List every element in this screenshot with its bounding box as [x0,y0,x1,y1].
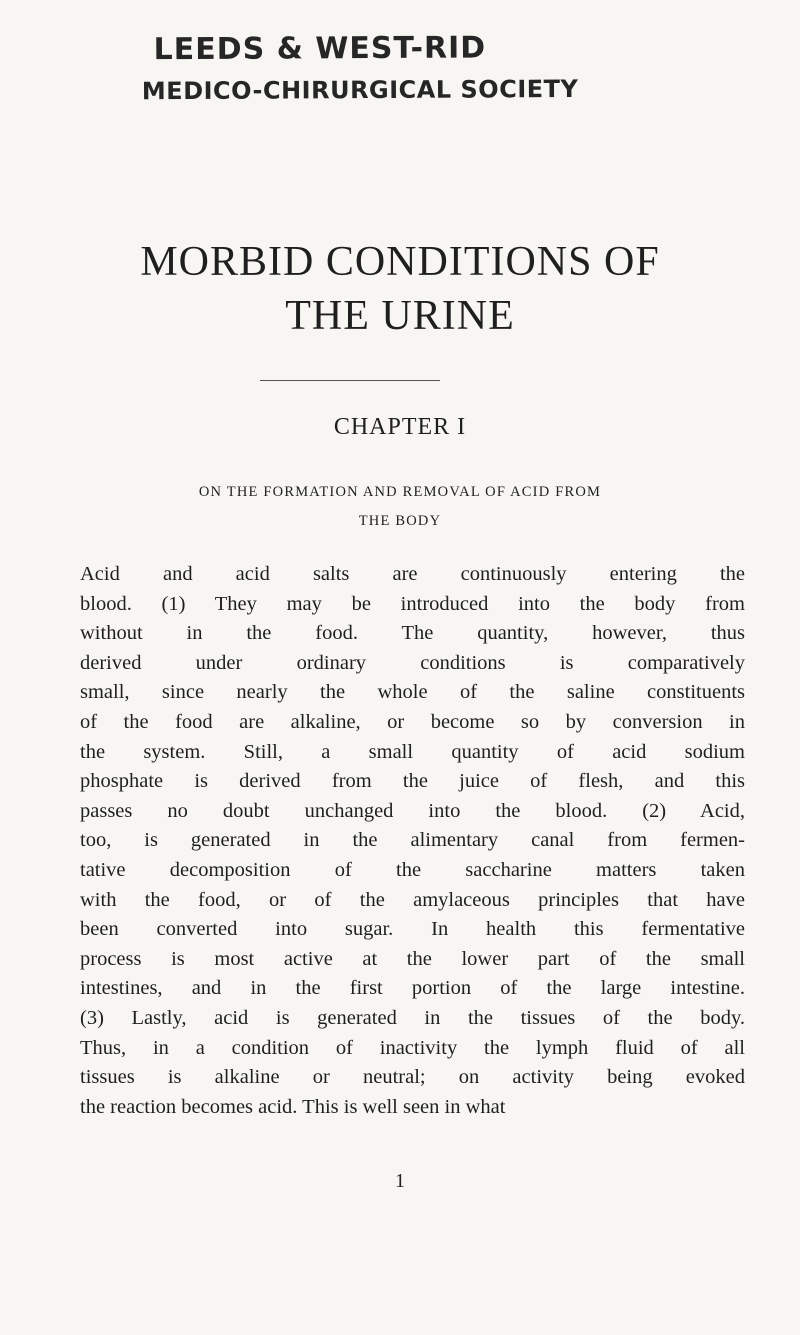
page-number: 1 [395,1170,405,1192]
stamp-line-2: MEDICO-CHIRURGICAL SOCIETY [141,74,579,106]
text-line: passes no doubt unchanged into the blood. (2) Acid, [80,799,745,822]
book-title-line-2: THE URINE [285,293,515,339]
text-line: been converted into sugar. In health this fermentative [80,918,745,941]
text-line: tissues is alkaline or neutral; on activity being evoked [80,1066,745,1089]
text-line: too, is generated in the alimentary canal from fermen- [80,829,745,852]
text-line: small, since nearly the whole of the saline constituents [80,681,745,704]
book-title-line-1: MORBID CONDITIONS OF [140,239,660,285]
text-line: with the food, or of the amylaceous principles that have [80,888,745,911]
text-line: intestines, and in the first portion of the large intestine. [80,977,745,1000]
body-text [80,560,745,1122]
chapter-heading: CHAPTER I [333,414,467,440]
text-line: without in the food. The quantity, however, thus [80,622,745,645]
stamp-line-1: LEEDS & WEST-RID [153,30,487,68]
chapter-subtitle-line-2: THE BODY [358,513,442,529]
text-line: (3) Lastly, acid is generated in the tissues of the body. [80,1006,745,1029]
text-line: tative decomposition of the saccharine matters taken [80,858,745,881]
library-stamp [141,29,610,107]
text-line: the system. Still, a small quantity of acid sodium [80,740,745,763]
text-line: blood. (1) They may be introduced into the body from [80,592,745,615]
text-line: of the food are alkaline, or become so by conversion in [80,710,745,733]
text-line: the reaction becomes acid. This is well seen in what [80,1095,506,1118]
text-line: Thus, in a condition of inactivity the lymph fluid of all [80,1036,745,1059]
text-line: phosphate is derived from the juice of flesh, and this [80,770,745,793]
title-divider [260,380,440,381]
text-line: derived under ordinary conditions is comparatively [80,651,745,674]
text-line: process is most active at the lower part of the small [80,947,745,970]
text-line: Acid and acid salts are continuously entering the [80,563,745,585]
chapter-subtitle-line-1: ON THE FORMATION AND REMOVAL OF ACID FROM [198,484,602,500]
